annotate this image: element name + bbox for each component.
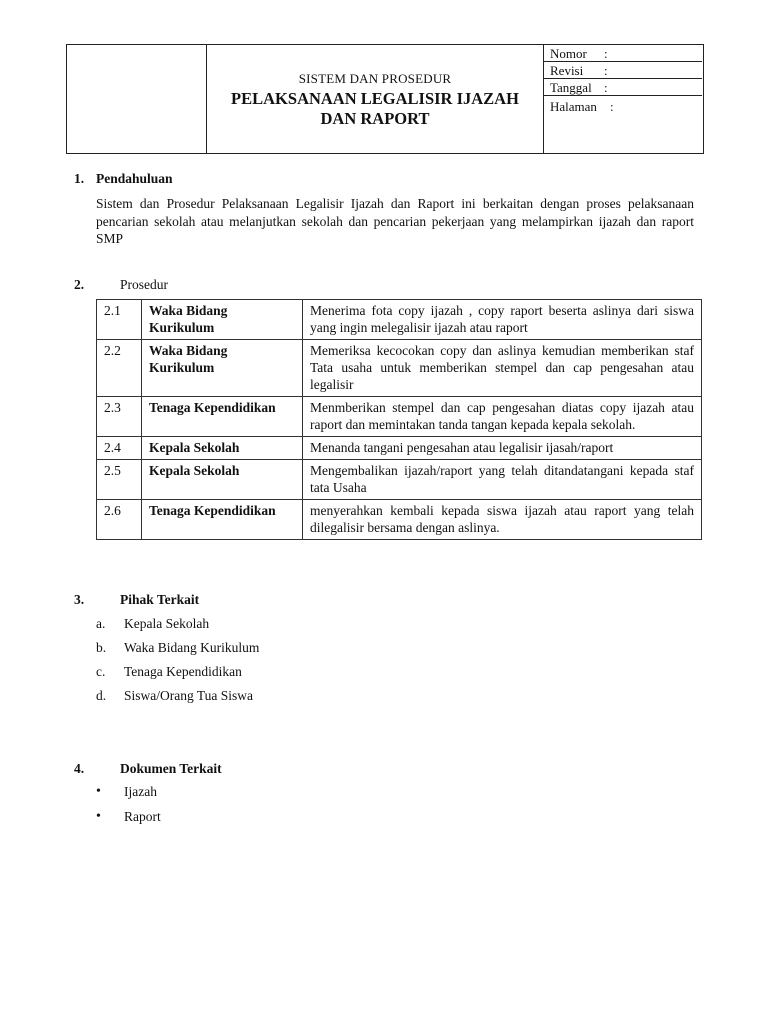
- meta-halaman: [544, 98, 702, 115]
- step-number: 2.2: [97, 340, 142, 397]
- table-row: [97, 437, 702, 460]
- document-title-line1: PELAKSANAAN LEGALISIR IJAZAH: [231, 89, 519, 108]
- list-item: Tenaga Kependidikan: [124, 664, 242, 679]
- meta-revisi: [544, 62, 702, 79]
- document-header: [66, 44, 704, 154]
- section-1-title: Pendahuluan: [96, 171, 173, 186]
- step-number: 2.4: [97, 437, 142, 460]
- list-marker: d.: [96, 688, 107, 703]
- step-number: 2.1: [97, 300, 142, 340]
- step-number: 2.6: [97, 500, 142, 540]
- meta-sep: :: [610, 99, 614, 114]
- meta-nomor: [544, 45, 702, 62]
- step-role: Kepala Sekolah: [142, 437, 303, 460]
- document-title: [207, 89, 543, 129]
- meta-sep: :: [604, 63, 608, 78]
- table-row: [97, 340, 702, 397]
- list-item: Kepala Sekolah: [124, 616, 210, 631]
- meta-sep: :: [604, 46, 608, 61]
- step-description: Mengembalikan ijazah/raport yang telah ditandatangani kepada staf tata Usaha: [303, 460, 702, 500]
- logo-cell: [67, 45, 207, 153]
- step-role: Tenaga Kependidikan: [142, 500, 303, 540]
- step-description: Menanda tangani pengesahan atau legalisir ijasah/raport: [303, 437, 702, 460]
- table-row: [97, 460, 702, 500]
- step-description: Menerima fota copy ijazah , copy raport beserta aslinya dari siswa yang ingin melegalisir ijazah atau raport: [303, 300, 702, 340]
- section-1-number: 1.: [74, 171, 85, 186]
- list-item: Ijazah: [124, 784, 157, 799]
- step-description: menyerahkan kembali kepada siswa ijazah atau raport yang telah dilegalisir bersama dengan aslinya.: [303, 500, 702, 540]
- bullet-icon: •: [96, 809, 101, 824]
- document-meta: [543, 45, 702, 153]
- document-title-line2: DAN RAPORT: [320, 109, 430, 128]
- list-item: Waka Bidang Kurikulum: [124, 640, 260, 655]
- header-subtitle: SISTEM DAN PROSEDUR: [298, 71, 452, 86]
- header-title-cell: [207, 45, 543, 153]
- section-2-title: Prosedur: [120, 277, 168, 292]
- step-number: 2.5: [97, 460, 142, 500]
- meta-label: Nomor: [550, 46, 587, 61]
- table-row: [97, 300, 702, 340]
- step-description: Memeriksa kecocokan copy dan aslinya kemudian memberikan staf Tata usaha untuk memberikan stempel dan cap pengesahan atau legalisir: [303, 340, 702, 397]
- list-marker: b.: [96, 640, 107, 655]
- section-2-number: 2.: [74, 277, 85, 292]
- meta-tanggal: [544, 79, 702, 96]
- step-role: Waka Bidang Kurikulum: [142, 300, 303, 340]
- list-marker: a.: [96, 616, 106, 631]
- step-role: Kepala Sekolah: [142, 460, 303, 500]
- list-marker: c.: [96, 664, 106, 679]
- meta-sep: :: [604, 80, 608, 95]
- list-item: Siswa/Orang Tua Siswa: [124, 688, 254, 703]
- section-4-title: Dokumen Terkait: [120, 761, 222, 776]
- step-role: Waka Bidang Kurikulum: [142, 340, 303, 397]
- section-1-paragraph: Sistem dan Prosedur Pelaksanaan Legalisir Ijazah dan Raport ini berkaitan dengan proses pelaksanaan pencarian sekolah atau melanjutkan sekolah dan pencarian pekerjaan yang melampirkan ijazah dan raport SMP: [96, 196, 694, 246]
- table-row: [97, 397, 702, 437]
- table-row: [97, 500, 702, 540]
- step-role: Tenaga Kependidikan: [142, 397, 303, 437]
- section-3-title: Pihak Terkait: [120, 592, 200, 607]
- list-item: Raport: [124, 809, 161, 824]
- step-number: 2.3: [97, 397, 142, 437]
- section-3-number: 3.: [74, 592, 85, 607]
- bullet-icon: •: [96, 784, 101, 799]
- procedure-table: [96, 299, 702, 540]
- meta-label: Halaman: [550, 99, 597, 114]
- step-description: Menmberikan stempel dan cap pengesahan diatas copy ijazah atau raport dan memintakan tanda tangan kepada kepala sekolah.: [303, 397, 702, 437]
- meta-label: Revisi: [550, 63, 584, 78]
- meta-label: Tanggal: [550, 80, 592, 95]
- section-4-number: 4.: [74, 761, 85, 776]
